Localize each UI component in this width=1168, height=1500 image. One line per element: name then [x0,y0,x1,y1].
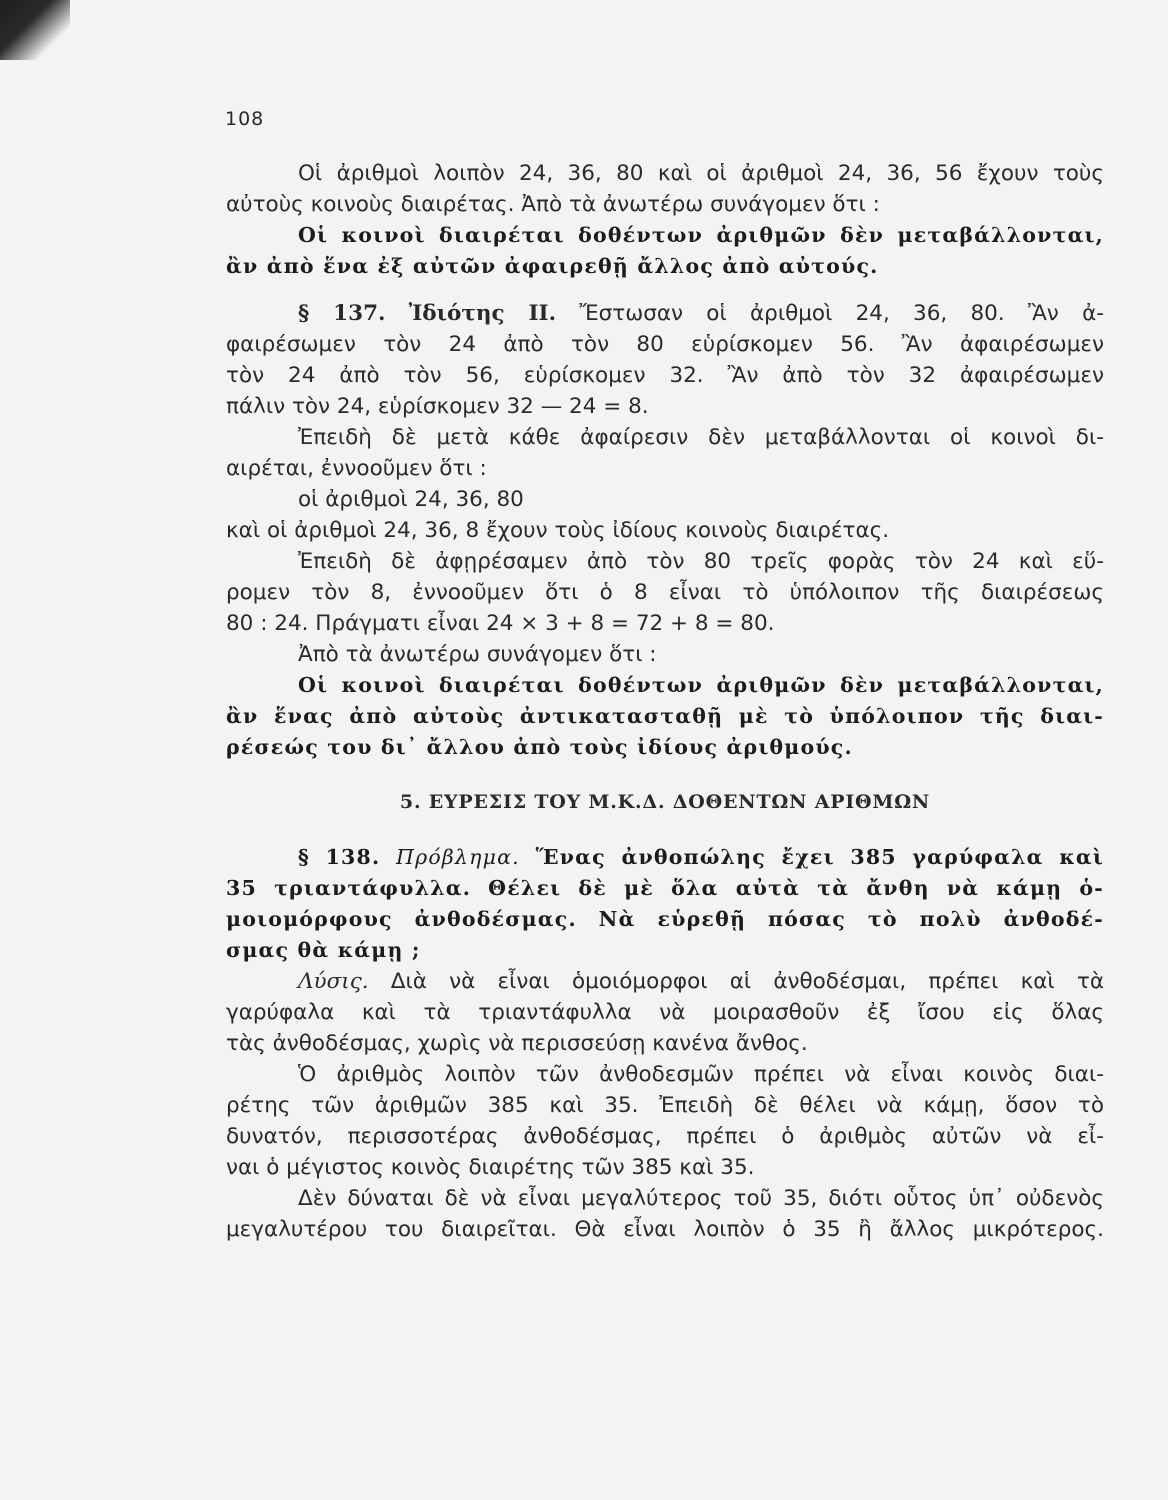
rule-line: Οἱ κοινοὶ διαιρέται δοθέντων ἀριθμῶν δὲν μεταβάλλονται, [298,673,1104,697]
section-137-first-line [226,298,1104,329]
solution-label: Λύσις. [298,969,369,994]
section-138-first-line [226,842,1104,873]
paragraph-line: μεγαλυτέρου του διαιρεῖται. Θὰ εἶναι λοιπὸν ὁ 35 ἢ ἄλλος μικρότερος. [226,1217,1104,1242]
paragraph-line: τὰς ἀνθοδέσμας, χωρὶς νὰ περισσεύσῃ κανένα ἄνθος. [226,1031,808,1056]
rule-line: ἂν ἀπὸ ἕνα ἐξ αὐτῶν ἀφαιρεθῇ ἄλλος ἀπὸ αὐτούς. [226,254,879,278]
paragraph-line: φαιρέσωμεν τὸν 24 ἀπὸ τὸν 80 εὑρίσκομεν 56. Ἂν ἀφαιρέσωμεν [226,332,1104,357]
chapter-heading: 5. ΕΥΡΕΣΙΣ ΤΟΥ Μ.Κ.Δ. ΔΟΘΕΝΤΩΝ ΑΡΙΘΜΩΝ [399,791,931,813]
rule-line: ἂν ἕνας ἀπὸ αὐτοὺς ἀντικατασταθῇ μὲ τὸ ὑπόλοιπον τῆς διαι- [226,704,1104,728]
section-text: Ἔστωσαν οἱ ἀριθμοὶ 24, 36, 80. Ἂν ἀ- [579,301,1104,326]
rule-line: Οἱ κοινοὶ διαιρέται δοθέντων ἀριθμῶν δὲν μεταβάλλονται, [298,223,1104,247]
paragraph-line: ρέτης τῶν ἀριθμῶν 385 καὶ 35. Ἐπειδὴ δὲ θέλει νὰ κάμῃ, ὅσον τὸ [226,1093,1104,1118]
paragraph-line: τὸν 24 ἀπὸ τὸν 56, εὑρίσκομεν 32. Ἂν ἀπὸ τὸν 32 ἀφαιρέσωμεν [226,363,1104,388]
paragraph-line: Ὁ ἀριθμὸς λοιπὸν τῶν ἀνθοδεσμῶν πρέπει νὰ εἶναι κοινὸς διαι- [298,1062,1104,1087]
paragraph-line: Ἐπειδὴ δὲ ἀφῃρέσαμεν ἀπὸ τὸν 80 τρεῖς φορὰς τὸν 24 καὶ εὕ- [298,549,1104,574]
problem-line: 35 τριαντάφυλλα. Θέλει δὲ μὲ ὅλα αὐτὰ τὰ ἄνθη νὰ κάμῃ ὁ- [226,876,1104,900]
problem-line: σμας θὰ κάμῃ ; [226,938,421,962]
section-title: Ἰδιότης ΙΙ. [408,301,557,326]
paragraph-line: οἱ ἀριθμοὶ 24, 36, 80 [298,487,524,512]
paragraph-line: ρομεν τὸν 8, ἐννοοῦμεν ὅτι ὁ 8 εἶναι τὸ ὑπόλοιπον τῆς διαιρέσεως [226,580,1104,605]
problem-line: μοιομόρφους ἀνθοδέσμας. Νὰ εὑρεθῇ πόσας τὸ πολὺ ἀνθοδέ- [226,907,1104,931]
problem-text: Ἕνας ἀνθοπώλης ἔχει 385 γαρύφαλα καὶ [535,845,1104,869]
problem-label: Πρόβλημα. [396,845,520,869]
paragraph-line: καὶ οἱ ἀριθμοὶ 24, 36, 8 ἔχουν τοὺς ἰδίους κοινοὺς διαιρέτας. [226,518,890,543]
paragraph-line: αιρέται, ἐννοοῦμεν ὅτι : [226,456,487,481]
section-number: § 138. [298,845,381,869]
paragraph-line: 80 : 24. Πράγματι εἶναι 24 × 3 + 8 = 72 + 8 = 80. [226,611,775,636]
paragraph-line: ναι ὁ μέγιστος κοινὸς διαιρέτης τῶν 385 καὶ 35. [226,1155,755,1180]
paragraph-line: Οἱ ἀριθμοὶ λοιπὸν 24, 36, 80 καὶ οἱ ἀριθμοὶ 24, 36, 56 ἔχουν τοὺς [298,161,1104,186]
page-text [226,158,1104,1245]
paragraph-line: Δὲν δύναται δὲ νὰ εἶναι μεγαλύτερος τοῦ 35, διότι οὗτος ὑπ᾿ οὐδενὸς [298,1186,1104,1211]
rule-line: ρέσεώς του δι᾿ ἄλλου ἀπὸ τοὺς ἰδίους ἀριθμούς. [226,735,853,759]
solution-text: Διὰ νὰ εἶναι ὁμοιόμορφοι αἱ ἀνθοδέσμαι, πρέπει καὶ τὰ [390,969,1104,994]
section-number: § 137. [298,301,386,326]
paragraph-line: δυνατόν, περισσοτέρας ἀνθοδέσμας, πρέπει ὁ ἀριθμὸς αὐτῶν νὰ εἶ- [226,1124,1104,1149]
paragraph-line: πάλιν τὸν 24, εὑρίσκομεν 32 — 24 = 8. [226,394,649,419]
page-number: 108 [225,108,265,130]
scan-corner-mark [0,0,70,60]
solution-first-line [226,966,1104,997]
paragraph-line: Ἀπὸ τὰ ἀνωτέρω συνάγομεν ὅτι : [298,642,657,667]
paragraph-line: Ἐπειδὴ δὲ μετὰ κάθε ἀφαίρεσιν δὲν μεταβάλλονται οἱ κοινοὶ δι- [298,425,1104,450]
paragraph-line: γαρύφαλα καὶ τὰ τριαντάφυλλα νὰ μοιρασθοῦν ἐξ ἴσου εἰς ὅλας [226,1000,1104,1025]
paragraph-line: αὐτοὺς κοινοὺς διαιρέτας. Ἀπὸ τὰ ἀνωτέρω συνάγομεν ὅτι : [226,192,880,217]
